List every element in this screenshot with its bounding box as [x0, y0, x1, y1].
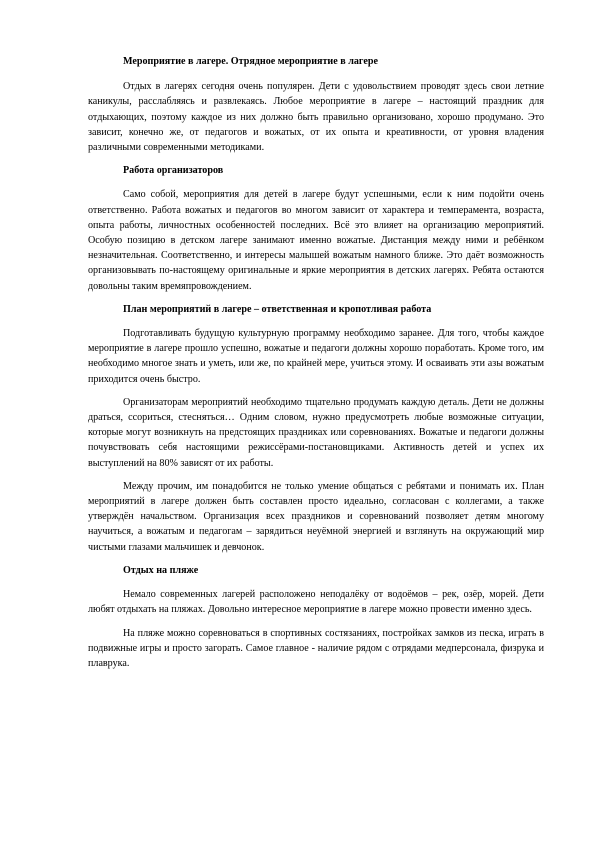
beach-paragraph-2: На пляже можно соревноваться в спортивных состязаниях, постройках замков из песка, играть в подвижные игры и просто загорать. Самое главное - наличие рядом с отрядами медперсонала, физрука и плаврука. [88, 627, 544, 669]
section-heading-beach: Отдых на пляже [123, 564, 199, 576]
plan-paragraph-2: Организаторам мероприятий необходимо тщательно продумать каждую деталь. Дети не должны драться, ссориться, стесняться… Одним словом, нужно предусмотреть любые возможные ситуации, которые могут возникнуть на предстоящих праздниках или соревнованиях. Вожатые и педагоги должны почувствовать себя настоящими режиссёрами-постановщиками. Активность детей и успех их выступлений на 80% зависят от их работы. [88, 396, 544, 469]
plan-paragraph-1: Подготавливать будущую культурную программу необходимо заранее. Для того, чтобы каждое мероприятие в лагере прошло успешно, вожатые и педагоги должны хорошо поработать. Кроме того, им необходимо многое знать и уметь, или же, по крайней мере, учиться этому. И осваивать эти азы вожатым приходится очень быстро. [88, 328, 544, 385]
document-page [88, 54, 544, 671]
intro-paragraph: Отдых в лагерях сегодня очень популярен. Дети с удовольствием проводят здесь свои летние каникулы, расслабляясь и развлекаясь. Любое мероприятие в лагере – настоящий праздник для отдыхающих, поэтому каждое из них должно быть правильно организовано, хорошо продумано. Это зависит, конечно же, от педагогов и вожатых, от их опыта и креативности, от уровня владения различными современными методиками. [88, 81, 544, 154]
organizers-paragraph: Само собой, мероприятия для детей в лагере будут успешными, если к ним подойти очень ответственно. Работа вожатых и педагогов во многом зависит от характера и темперамента, возраста, опыта работы, личностных особенностей последних. Всё это влияет на организацию мероприятий. Особую позицию в детском лагере занимают именно вожатые. Дистанция между ними и ребёнком незначительная. Соответственно, и интересы малышей вожатым намного ближе. Это даёт возможность организовывать по-настоящему оригинальные и яркие мероприятия в детских лагерях. Ребята остаются довольны таким времяпровождением. [88, 189, 544, 292]
section-heading-plan: План мероприятий в лагере – ответственная и кропотливая работа [123, 303, 432, 315]
beach-paragraph-1: Немало современных лагерей расположено неподалёку от водоёмов – рек, озёр, морей. Дети любят отдыхать на пляжах. Довольно интересное мероприятие в лагере можно провести именно здесь. [88, 589, 544, 616]
document-title: Мероприятие в лагере. Отрядное мероприятие в лагере [123, 56, 378, 67]
plan-paragraph-3: Между прочим, им понадобится не только умение общаться с ребятами и понимать их. План мероприятий в лагере должен быть составлен просто идеально, согласован с коллегами, а также утверждён начальством. Организация всех праздников и соревнований позволяет детям многому научиться, а вожатым и педагогам – зарядиться неуёмной энергией и взглянуть на окружающий мир чистыми глазами мальчишек и девчонок. [88, 480, 544, 553]
section-heading-organizers: Работа организаторов [123, 165, 224, 177]
